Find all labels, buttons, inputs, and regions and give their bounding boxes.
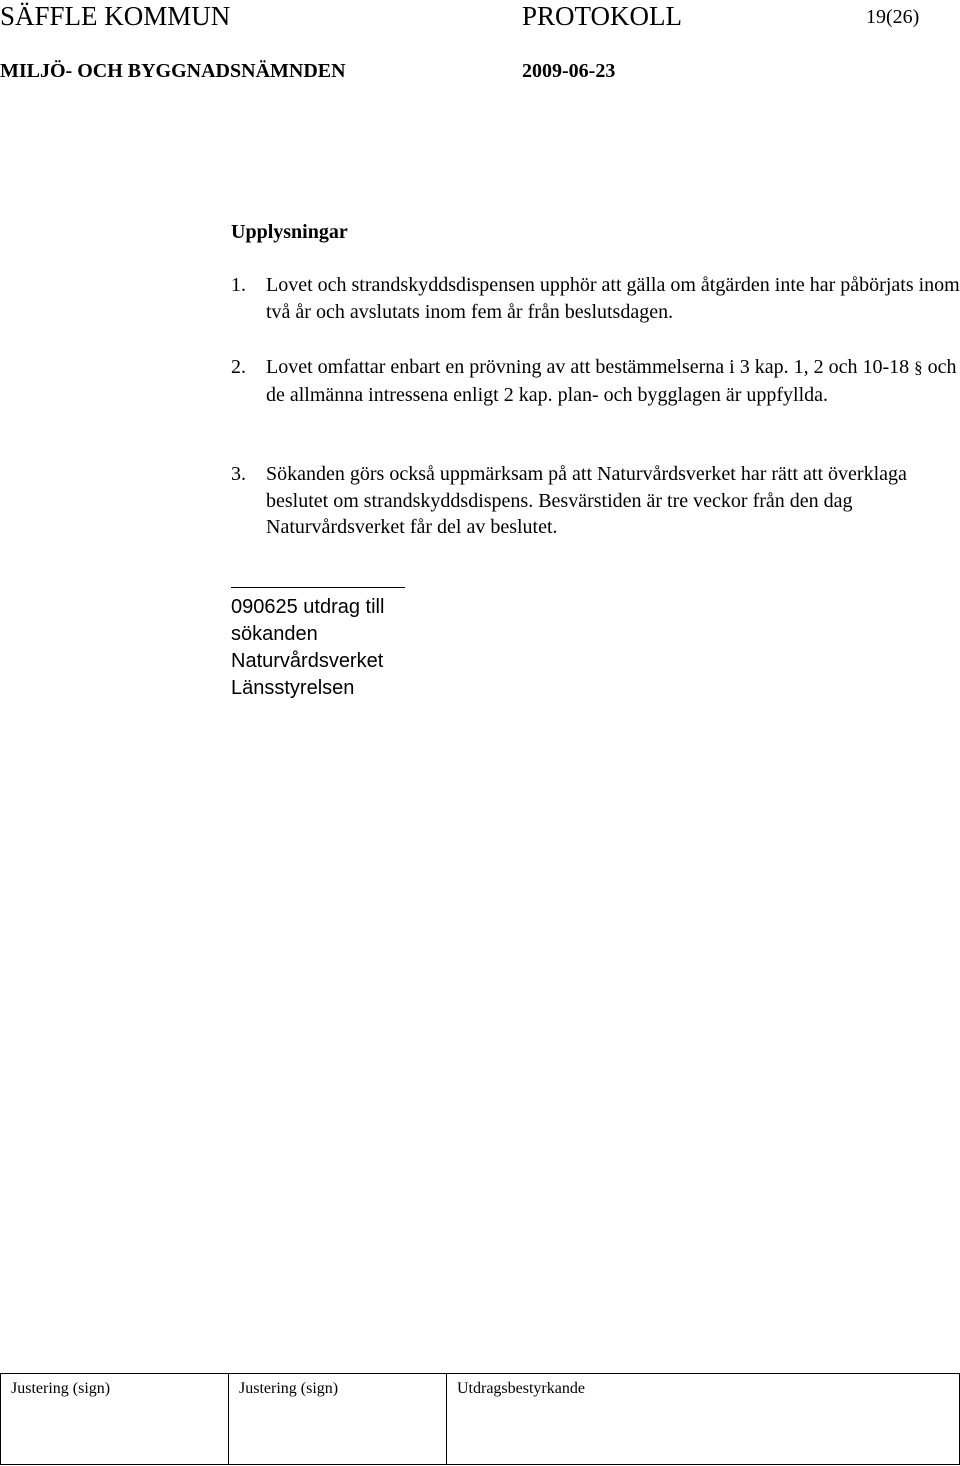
item-text: Lovet och strandskyddsdispensen upphör att gälla om åtgärden inte har påbörjats inom två år och avslutats inom fem år från beslutsdagen. (266, 274, 960, 323)
item-number: 2. (231, 356, 246, 378)
distribution-list (231, 594, 384, 702)
section-sign: § (914, 358, 923, 377)
list-item (231, 272, 960, 325)
list-item (231, 354, 960, 408)
signature-table (0, 1373, 960, 1465)
signature-cell-utdragsbestyrkande: Utdragsbestyrkande (447, 1374, 960, 1465)
committee-name: MILJÖ- OCH BYGGNADSNÄMNDEN (0, 60, 346, 82)
item-number: 1. (231, 274, 246, 296)
distribution-line: 090625 utdrag till (231, 596, 385, 618)
meeting-date: 2009-06-23 (522, 60, 616, 82)
item-text: Lovet omfattar enbart en prövning av att bestämmelserna i 3 kap. 1, 2 och 10-18 § och de allmänna intressena enligt 2 kap. plan- och bygglagen är uppfyllda. (266, 356, 957, 406)
document-type: PROTOKOLL (522, 1, 683, 31)
signature-cell-justering-1: Justering (sign) (1, 1374, 229, 1465)
page-number: 19(26) (866, 6, 920, 28)
list-item (231, 461, 960, 541)
signature-cell-justering-2: Justering (sign) (229, 1374, 447, 1465)
distribution-line: Länsstyrelsen (231, 677, 355, 699)
distribution-line: sökanden (231, 623, 318, 645)
item-number: 3. (231, 463, 246, 485)
divider (231, 587, 405, 588)
section-title: Upplysningar (231, 221, 348, 243)
distribution-line: Naturvårdsverket (231, 650, 384, 672)
municipality-name: SÄFFLE KOMMUN (0, 1, 231, 31)
item-text: Sökanden görs också uppmärksam på att Naturvårdsverket har rätt att överklaga beslutet om strandskyddsdispens. Besvärstiden är tre veckor från den dag Naturvårdsverket får del av beslutet. (266, 463, 907, 538)
